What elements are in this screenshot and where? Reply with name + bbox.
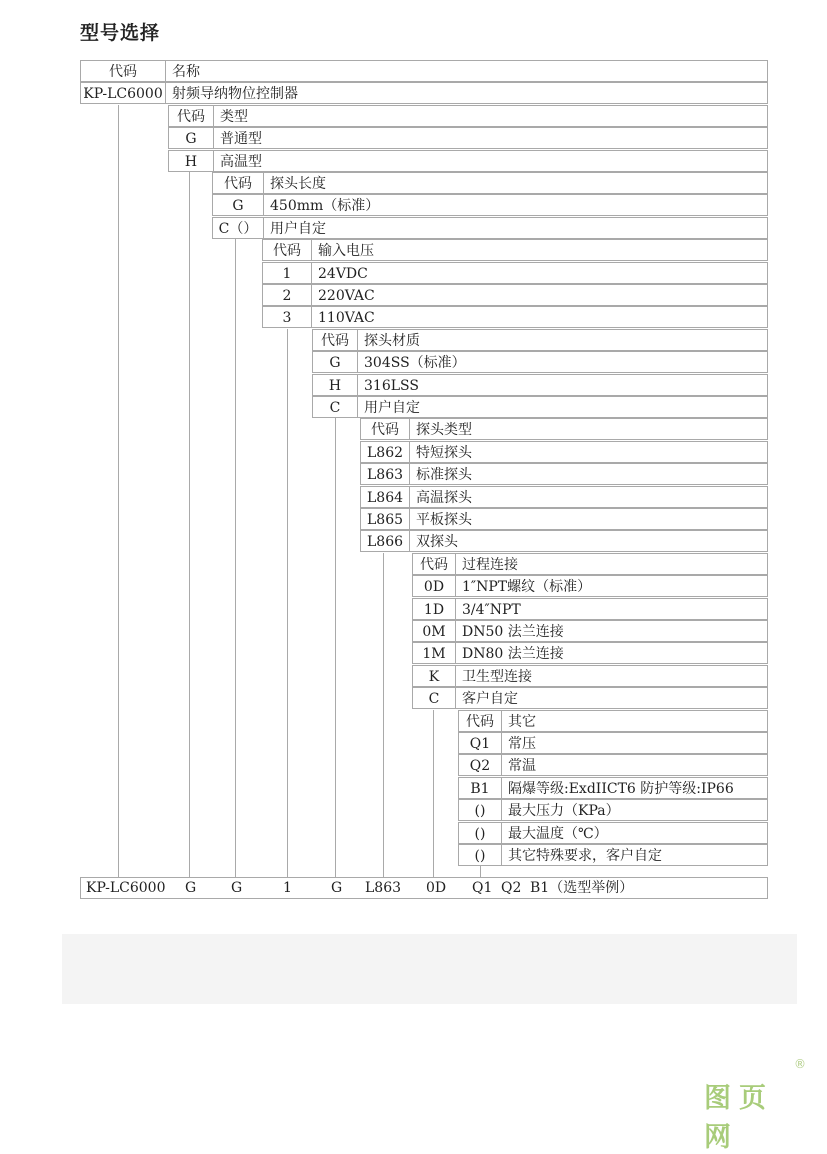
example-last: B1（选型举例）: [530, 880, 634, 896]
section-4-option-name: 316LSS: [357, 374, 768, 396]
section-7-option-code: (): [458, 822, 502, 844]
section-4-option-name: 304SS（标准）: [357, 351, 768, 373]
section-6-option-name: DN50 法兰连接: [455, 620, 768, 642]
section-3-header-code: 代码: [262, 239, 312, 261]
section-4-header-name: 探头材质: [357, 329, 768, 351]
section-7-option-code: (): [458, 799, 502, 821]
section-5-option-name: 高温探头: [409, 486, 768, 508]
section-6-option-code: C: [412, 687, 456, 709]
section-2-option-name: 用户自定: [263, 217, 768, 239]
header-code: 代码: [80, 60, 166, 82]
connector-line: [335, 418, 336, 877]
section-1-option-name: 高温型: [213, 150, 768, 172]
section-7-option-name: 最大温度（℃）: [501, 822, 768, 844]
example-code: 0D: [426, 880, 447, 896]
section-2-option-name: 450mm（标准）: [263, 194, 768, 216]
gray-panel: [62, 934, 797, 1004]
root-row-code: KP-LC6000: [80, 82, 166, 104]
connector-line: [189, 172, 190, 877]
section-5-option-code: L862: [360, 441, 410, 463]
section-6-header-code: 代码: [412, 553, 456, 575]
section-7-header-name: 其它: [501, 710, 768, 732]
section-1-header-name: 类型: [213, 105, 768, 127]
section-6-option-code: K: [412, 665, 456, 687]
section-7-header-code: 代码: [458, 710, 502, 732]
section-5-option-code: L863: [360, 463, 410, 485]
section-5-option-name: 标准探头: [409, 463, 768, 485]
section-5-header-name: 探头类型: [409, 418, 768, 440]
root-row-name: 射频导纳物位控制器: [165, 82, 768, 104]
section-6-header-name: 过程连接: [455, 553, 768, 575]
example-code: Q1: [472, 880, 493, 896]
section-2-header-name: 探头长度: [263, 172, 768, 194]
section-7-option-code: (): [458, 844, 502, 866]
example-code: G: [331, 880, 343, 896]
section-4-option-code: C: [312, 396, 358, 418]
section-5-option-name: 双探头: [409, 530, 768, 552]
example-model: KP-LC6000: [86, 880, 166, 896]
section-6-option-name: 客户自定: [455, 687, 768, 709]
section-6-option-code: 1M: [412, 642, 456, 664]
section-5-header-code: 代码: [360, 418, 410, 440]
section-7-option-name: 常压: [501, 732, 768, 754]
section-1-option-name: 普通型: [213, 127, 768, 149]
section-6-option-code: 1D: [412, 598, 456, 620]
watermark-logo: 图页网: [704, 1083, 774, 1153]
section-7-option-name: 最大压力（KPa）: [501, 799, 768, 821]
page-title: 型号选择: [80, 22, 161, 44]
section-4-option-name: 用户自定: [357, 396, 768, 418]
registered-mark: ®: [794, 1057, 806, 1071]
section-5-option-name: 平板探头: [409, 508, 768, 530]
connector-line: [480, 866, 481, 877]
section-3-option-name: 24VDC: [311, 262, 768, 284]
section-3-option-code: 1: [262, 262, 312, 284]
section-6-option-code: 0D: [412, 575, 456, 597]
section-2-option-code: G: [212, 194, 264, 216]
section-7-option-name: 隔爆等级:ExdIICT6 防护等级:IP66: [501, 777, 768, 799]
section-7-option-code: Q2: [458, 754, 502, 776]
connector-line: [433, 710, 434, 877]
section-6-option-name: 3/4″NPT: [455, 598, 768, 620]
section-4-header-code: 代码: [312, 329, 358, 351]
section-5-option-code: L865: [360, 508, 410, 530]
section-5-option-name: 特短探头: [409, 441, 768, 463]
section-2-option-code: C（）: [212, 217, 264, 239]
connector-line: [118, 105, 119, 877]
section-6-option-name: 1″NPT螺纹（标准）: [455, 575, 768, 597]
section-7-option-name: 其它特殊要求，客户自定: [501, 844, 768, 866]
header-name: 名称: [165, 60, 768, 82]
section-5-option-code: L866: [360, 530, 410, 552]
section-6-option-name: 卫生型连接: [455, 665, 768, 687]
section-1-option-code: H: [168, 150, 214, 172]
example-code: Q2: [501, 880, 522, 896]
section-1-header-code: 代码: [168, 105, 214, 127]
section-4-option-code: H: [312, 374, 358, 396]
connector-line: [383, 553, 384, 877]
connector-line: [235, 239, 236, 877]
example-row: [80, 877, 768, 899]
section-7-option-code: Q1: [458, 732, 502, 754]
section-6-option-name: DN80 法兰连接: [455, 642, 768, 664]
connector-line: [287, 329, 288, 877]
example-code: 1: [283, 880, 292, 896]
section-5-option-code: L864: [360, 486, 410, 508]
section-3-option-code: 2: [262, 284, 312, 306]
example-code: G: [185, 880, 197, 896]
section-3-option-code: 3: [262, 306, 312, 328]
section-3-option-name: 220VAC: [311, 284, 768, 306]
example-code: G: [231, 880, 243, 896]
section-3-option-name: 110VAC: [311, 306, 768, 328]
section-1-option-code: G: [168, 127, 214, 149]
example-code: L863: [365, 880, 402, 896]
section-7-option-name: 常温: [501, 754, 768, 776]
section-3-header-name: 输入电压: [311, 239, 768, 261]
section-7-option-code: B1: [458, 777, 502, 799]
section-4-option-code: G: [312, 351, 358, 373]
section-2-header-code: 代码: [212, 172, 264, 194]
section-6-option-code: 0M: [412, 620, 456, 642]
